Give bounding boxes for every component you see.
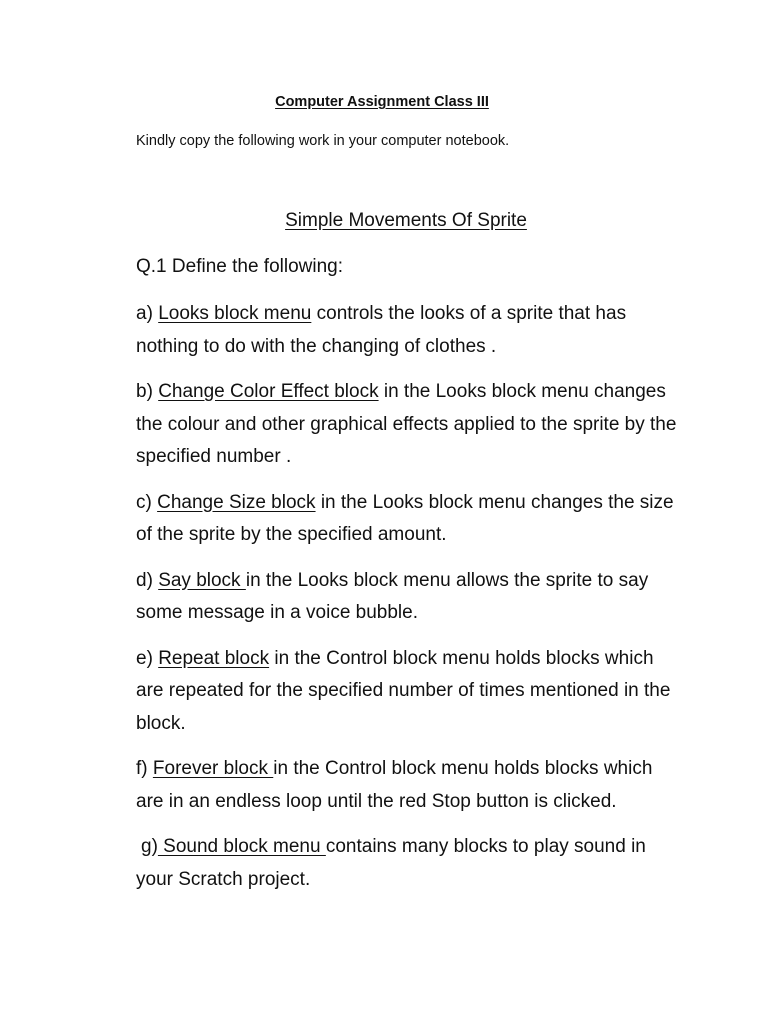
- definition-term: Change Color Effect block: [158, 381, 379, 402]
- definition-text: in the Control block menu holds blocks which are in an endless loop until the red Stop button is clicked.: [136, 758, 653, 812]
- definition-text: in the Looks block menu allows the sprite to say some message in a voice bubble.: [136, 569, 649, 623]
- definition-prefix: g): [141, 836, 158, 857]
- definition-term: Say block: [158, 569, 246, 591]
- definition-prefix: b): [136, 381, 159, 402]
- definition-term: Sound block menu: [157, 836, 326, 857]
- definition-prefix: c): [136, 491, 158, 513]
- section-heading: Simple Movements Of Sprite: [285, 210, 527, 231]
- definition-g: [136, 831, 681, 896]
- definition-prefix: e): [136, 647, 159, 669]
- definitions-list: [136, 298, 681, 909]
- instruction-text: Kindly copy the following work in your computer notebook.: [136, 133, 510, 149]
- document-title: Computer Assignment Class III: [275, 94, 489, 110]
- definition-term: Change Size block: [157, 491, 316, 513]
- definition-b: [136, 376, 681, 474]
- definition-prefix: f): [136, 758, 153, 779]
- definition-e: [136, 643, 681, 741]
- definition-prefix: a): [136, 303, 159, 324]
- definition-text: in the Control block menu holds blocks which are repeated for the specified number of times mentioned in the block.: [136, 647, 671, 734]
- definition-text: controls the looks of a sprite that has nothing to do with the changing of clothes .: [136, 303, 627, 357]
- definition-term: Repeat block: [158, 647, 270, 669]
- definition-term: Looks block menu: [158, 303, 312, 324]
- definition-f: [136, 753, 681, 818]
- definition-prefix: d): [136, 569, 159, 591]
- definition-text: contains many blocks to play sound in your Scratch project.: [136, 836, 646, 890]
- definition-term: Forever block: [152, 758, 274, 779]
- definition-c: [136, 487, 681, 552]
- definition-a: [136, 298, 681, 363]
- definition-text: in the Looks block menu changes the size of the sprite by the specified amount.: [136, 491, 674, 545]
- definition-d: [136, 565, 681, 630]
- question-label: Q.1 Define the following:: [136, 256, 344, 277]
- definition-text: in the Looks block menu changes the colour and other graphical effects applied to the sprite by the specified number .: [136, 381, 677, 467]
